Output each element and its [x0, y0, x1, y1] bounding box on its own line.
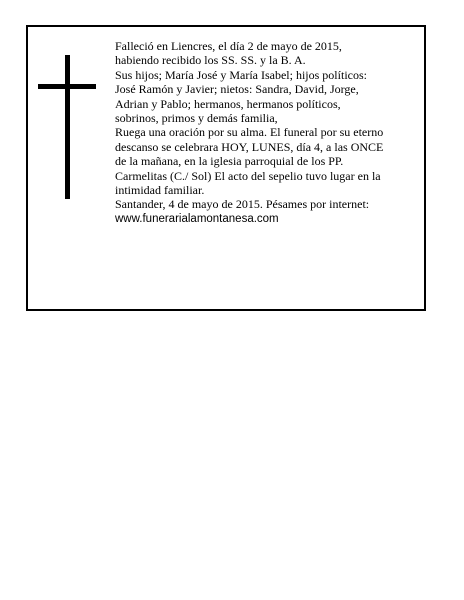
notice-line: descanso se celebrara HOY, LUNES, día 4, a las ONCE [115, 139, 384, 154]
notice-line: Ruega una oración por su alma. El funeral por su eterno [115, 125, 384, 140]
notice-line: Santander, 4 de mayo de 2015. Pésames por internet: [115, 197, 370, 212]
obituary-notice [26, 25, 426, 311]
funeral-home-website: www.funerarialamontanesa.com [115, 212, 279, 225]
notice-line: intimidad familiar. [115, 183, 205, 198]
notice-line: habiendo recibido los SS. SS. y la B. A. [115, 53, 306, 68]
notice-line: Falleció en Liencres, el día 2 de mayo de 2015, [115, 39, 342, 53]
notice-line: José Ramón y Javier; nietos: Sandra, David, Jorge, [115, 82, 359, 97]
cross-horizontal-bar [38, 84, 96, 89]
obituary-text [115, 39, 421, 226]
notice-line: sobrinos, primos y demás familia, [115, 111, 278, 126]
notice-line: Adrian y Pablo; hermanos, hermanos políticos, [115, 96, 341, 111]
notice-line: de la mañana, en la iglesia parroquial de los PP. [115, 154, 344, 169]
notice-line: Carmelitas (C./ Sol) El acto del sepelio tuvo lugar en la [115, 168, 381, 183]
notice-line: Sus hijos; María José y María Isabel; hijos políticos: [115, 67, 367, 82]
cross-vertical-bar [65, 55, 70, 199]
latin-cross-icon [38, 55, 96, 199]
